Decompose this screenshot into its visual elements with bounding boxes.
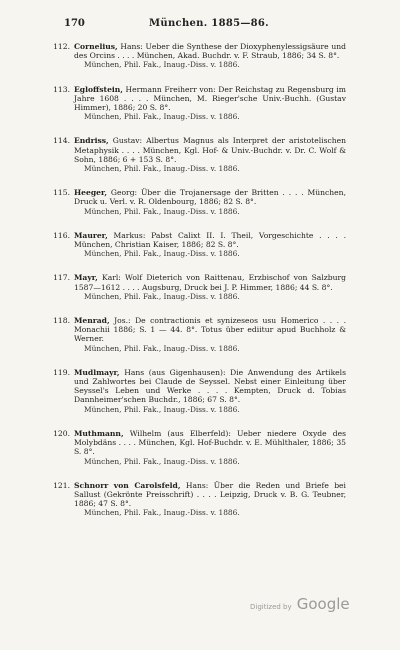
entry-dissertation-note: München, Phil. Fak., Inaug.-Diss. v. 1886. [84, 343, 240, 353]
entry-dissertation-note: München, Phil. Fak., Inaug.-Diss. v. 1886. [84, 291, 240, 301]
entry-dissertation-note: München, Phil. Fak., Inaug.-Diss. v. 1886. [84, 164, 240, 174]
entry-text: Jos.: De contractionis et synizeseos usu Homerico . . . . Monachii 1886; S. 1 — 44. 8°. Totus über ediitur apud Buchholz & Werner. [74, 316, 346, 344]
entry-citation [74, 481, 346, 509]
entry-number: 121. [53, 480, 70, 490]
entry-text: Markus: Pabst Calixt II. I. Theil, Vorgeschichte . . . . München, Christian Kaiser, 1886; 82 S. 8°. [74, 230, 346, 250]
list-item [53, 367, 346, 414]
list-item [53, 136, 346, 174]
entry-dissertation-note: München, Phil. Fak., Inaug.-Diss. v. 1886. [84, 112, 240, 122]
entry-text: Hans (aus Gigenhausen): Die Anwendung des Artikels und Zahlwortes bei Claude de Seyssel. Nebst einer Einleitung über Seyssel's Leben und Werke . . . . Kempten, Druck d. Tobias Dannheimer'schen Buchdr., 1886; 67 S. 8°. [74, 367, 346, 405]
entry-citation [74, 368, 346, 405]
entry-dissertation-note: München, Phil. Fak., Inaug.-Diss. v. 1886. [84, 249, 240, 259]
entry-author: Schnorr von Carolsfeld, [74, 480, 181, 490]
entry-number: 117. [53, 273, 70, 283]
watermark-prefix: Digitized by [250, 603, 292, 611]
entry-text: Gustav: Albertus Magnus als Interpret der aristotelischen Metaphysik . . . . München, Kgl. Hof- & Univ.-Buchdr. v. Dr. C. Wolf & Sohn, 1886; 6 + 153 S. 8°. [74, 136, 346, 164]
entry-dissertation-note: München, Phil. Fak., Inaug.-Diss. v. 1886. [84, 404, 240, 414]
list-item [53, 84, 346, 122]
entry-author: Muthmann, [74, 428, 124, 438]
entry-number: 113. [53, 84, 70, 94]
list-item [53, 188, 346, 216]
entry-author: Maurer, [74, 230, 108, 240]
list-item [53, 42, 346, 70]
entry-author: Cornelius, [74, 42, 118, 51]
entry-author: Endriss, [74, 136, 109, 146]
page-number: 170 [64, 18, 85, 29]
list-item [53, 273, 346, 301]
entry-author: Mayr, [74, 273, 98, 283]
entry-citation [74, 188, 346, 206]
entry-text: Wilhelm (aus Elberfeld): Ueber niedere Oxyde des Molybdäns . . . . München, Kgl. Hof-Buchdr. v. E. Mühlthaler, 1886; 35 S. 8°. [74, 428, 346, 457]
entry-number: 116. [53, 230, 70, 240]
list-item [53, 230, 346, 259]
entry-author: Menrad, [74, 316, 110, 326]
entry-dissertation-note: München, Phil. Fak., Inaug.-Diss. v. 1886. [84, 456, 240, 466]
entry-number: 112. [53, 42, 70, 51]
page-header [64, 18, 354, 29]
entry-number: 118. [53, 316, 70, 326]
entry-citation [74, 273, 346, 291]
entry-dissertation-note: München, Phil. Fak., Inaug.-Diss. v. 1886. [84, 60, 240, 70]
google-logo: Google [296, 595, 350, 613]
entry-citation [74, 231, 346, 249]
entry-dissertation-note: München, Phil. Fak., Inaug.-Diss. v. 1886. [84, 508, 240, 518]
entry-text: Hermann Freiherr von: Der Reichstag zu Regensburg im Jahre 1608 . . . . München, M. Rieger'sche Univ.-Buchh. (Gustav Himmer), 1886; 20 S. 8°. [74, 84, 346, 113]
entry-text: Hans: Über die Reden und Briefe bei Sallust (Gekrönte Preisschrift) . . . . Leipzig, Druck v. B. G. Teubner, 1886; 47 S. 8°. [74, 480, 346, 509]
entry-list [53, 42, 346, 533]
entry-number: 114. [53, 136, 70, 146]
entry-author: Mudlmayr, [74, 367, 120, 377]
entry-number: 120. [53, 428, 70, 438]
digitized-by-google-watermark [250, 594, 350, 613]
entry-text: Hans: Ueber die Synthese der Dioxyphenylessigsäure und des Orcins . . . . München, Akad. Buchdr. v. F. Straub, 1886; 34 S. 8°. [74, 42, 346, 61]
running-title: München. 1885—86. [149, 18, 269, 29]
list-item [53, 316, 346, 353]
entry-citation [74, 136, 346, 164]
list-item [53, 480, 346, 518]
entry-text: Georg: Über die Trojanersage der Britten . . . . München, Druck u. Verl. v. R. Oldenbourg, 1886; 82 S. 8°. [74, 188, 346, 207]
entry-number: 119. [53, 367, 70, 377]
list-item [53, 428, 346, 466]
entry-author: Heeger, [74, 188, 108, 198]
entry-citation [74, 316, 346, 344]
entry-citation [74, 42, 346, 60]
entry-number: 115. [53, 188, 70, 198]
entry-text: Karl: Wolf Dieterich von Raittenau, Erzbischof von Salzburg 1587—1612 . . . . Augsburg, Druck bei J. P. Himmer, 1886; 44 S. 8°. [74, 273, 346, 292]
entry-citation [74, 429, 346, 457]
entry-dissertation-note: München, Phil. Fak., Inaug.-Diss. v. 1886. [84, 206, 240, 216]
entry-author: Egloffstein, [74, 84, 123, 94]
entry-citation [74, 85, 346, 113]
